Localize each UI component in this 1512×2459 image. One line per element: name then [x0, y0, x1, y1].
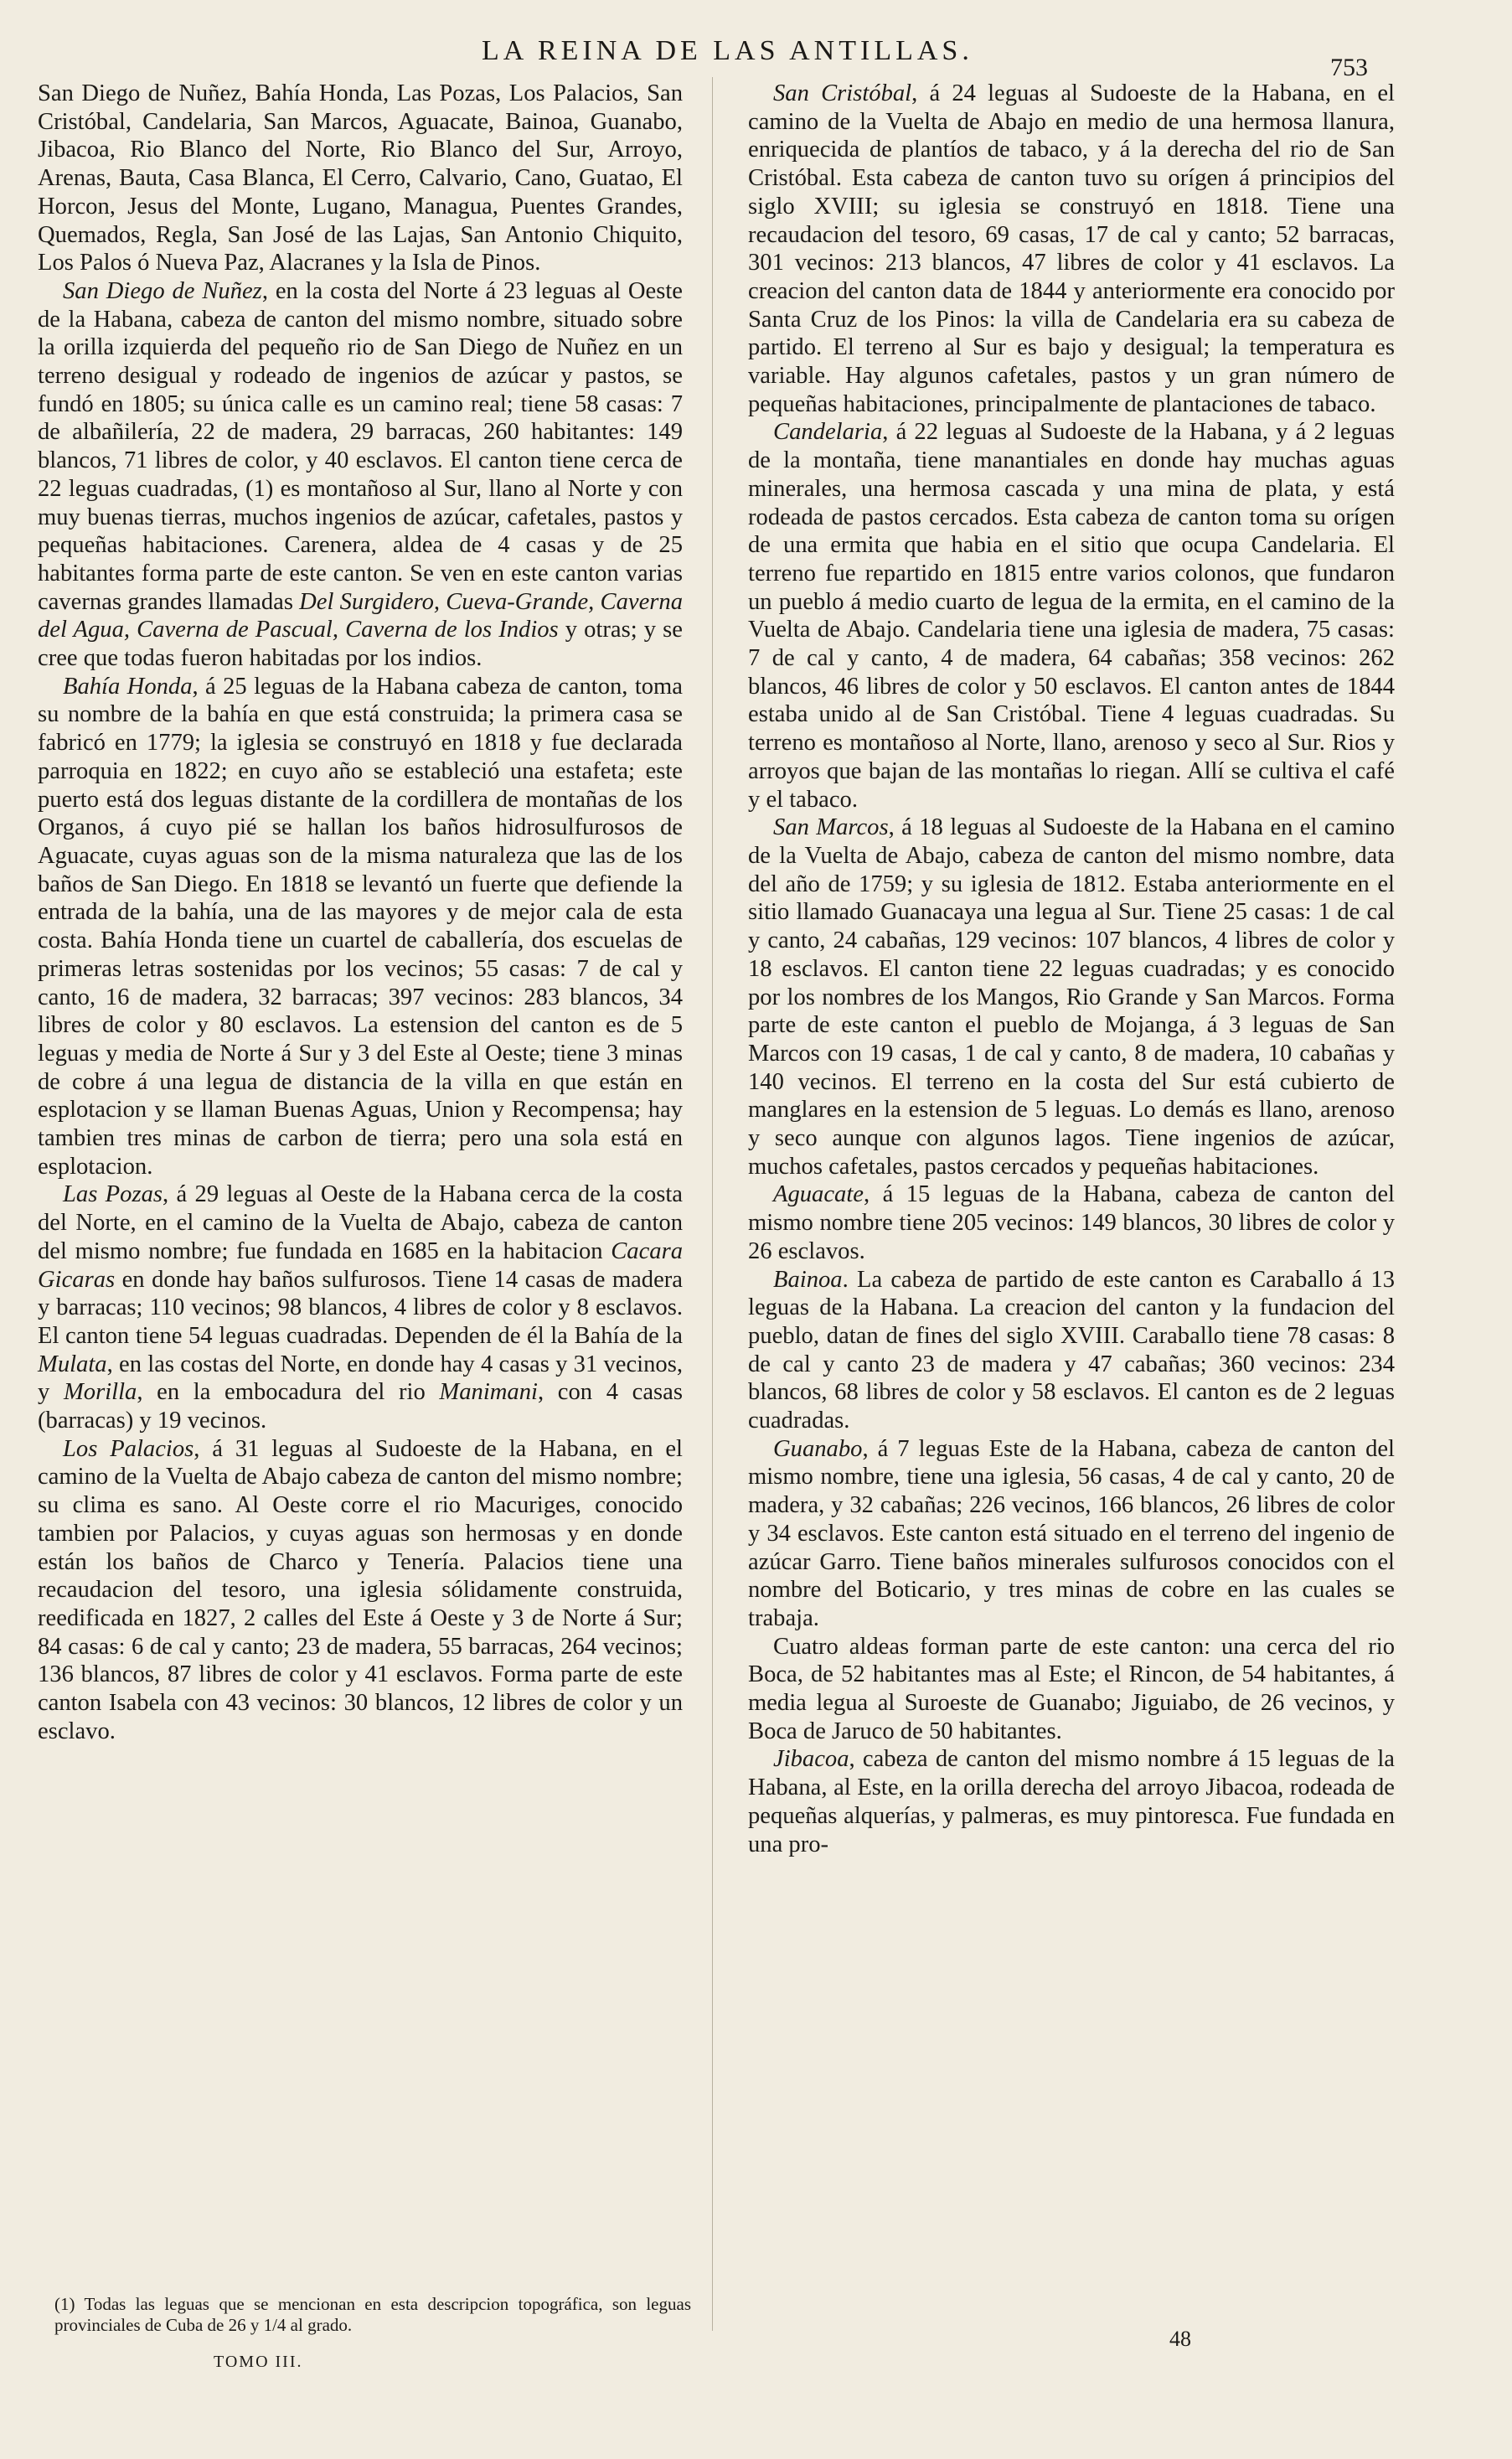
text-run: , en la embocadura del rio	[137, 1379, 440, 1406]
text-run: , en la costa del Norte á 23 leguas al Oeste de la Habana, cabeza de canton del mismo nombre, situado sobre la orilla izquierda del pequeño rio de San Diego de Nuñez en un terreno desigual y rodeado de ingenios de azúcar y pastos, se fundó en 1805; su única calle es un camino real; tiene 58 casas: 7 de albañilería, 22 de madera, 29 barracas, 260 habitantes: 149 blancos, 71 libres de color, y 40 esclavos. El canton tiene cerca de 22 leguas cuadradas, (1) es montañoso al Sur, llano al Norte y con muy buenas tierras, muchos ingenios de azúcar, cafetales, pastos y pequeñas habitaciones. Carenera, aldea de 4 casas y de 25 habitantes forma parte de este canton. Se ven en este canton varias cavernas grandes llamadas	[38, 277, 683, 615]
paragraph	[38, 1180, 683, 1434]
page-header	[0, 35, 1512, 81]
text-run: , con 4 casas (barracas) y 19 vecinos.	[38, 1379, 683, 1434]
text-run: Cuatro aldeas forman parte de este canton: una cerca del rio Boca, de 52 habitantes mas al Este; el Rincon, de 54 habitantes, á media legua al Suroeste de Guanabo; Jiguiabo, de 26 vecinos, y Boca de Jaruco de 50 habitantes.	[748, 1633, 1395, 1744]
running-title: LA REINA DE LAS ANTILLAS.	[482, 35, 973, 66]
italic-term: Bainoa	[773, 1266, 843, 1293]
paragraph	[38, 673, 683, 1181]
italic-term: Candelaria	[773, 419, 883, 446]
text-run: , á 7 leguas Este de la Habana, cabeza de canton del mismo nombre, tiene una iglesia, 56 casas, 4 de cal y canto, 20 de madera, y 32 cabañas; 226 vecinos, 166 blancos, 26 libres de color y 34 esclavos. Este canton está situado en el terreno del ingenio de azúcar Garro. Tiene baños minerales sulfurosos conocidos con el nombre del Boticario, y tres minas de cobre en las cuales se trabaja.	[748, 1435, 1395, 1631]
italic-term: Manimani	[439, 1379, 538, 1406]
paragraph	[748, 80, 1395, 418]
text-run: . La cabeza de partido de este canton es Caraballo á 13 leguas de la Habana. La creacion del canton y la fundacion del pueblo, datan de fines del siglo XVIII. Caraballo tiene 78 casas: 8 de cal y canto 23 de madera y 47 cabañas; 360 vecinos: 234 blancos, 68 libres de color y 58 esclavos. El canton es de 2 leguas cuadradas.	[748, 1266, 1395, 1434]
italic-term: San Cristóbal	[773, 80, 912, 106]
italic-term: Las Pozas	[63, 1181, 163, 1208]
text-run: , en las costas del Norte, en donde hay 4 casas y 31 vecinos, y	[38, 1351, 683, 1406]
sheet-signature: 48	[1169, 2327, 1191, 2351]
text-run: , á 31 leguas al Sudoeste de la Habana, en el camino de la Vuelta de Abajo cabeza de canton del mismo nombre; su clima es sano. Al Oeste corre el rio Macuriges, conocido tambien por Palacios, y cuyas aguas son hermosas y en donde están los baños de Charco y Tenería. Palacios tiene una recaudacion del tesoro, una iglesia sólidamente construida, reedificada en 1827, 2 calles del Este á Oeste y 3 de Norte á Sur; 84 casas: 6 de cal y canto; 23 de madera, 55 barracas, 264 vecinos; 136 blancos, 87 libres de color y 41 esclavos. Forma parte de este canton Isabela con 43 vecinos: 30 blancos, 12 libres de color y un esclavo.	[38, 1435, 684, 1744]
italic-term: Cacara Gicaras	[38, 1237, 683, 1293]
italic-term: Los Palacios	[63, 1435, 194, 1462]
italic-term: San Marcos	[773, 814, 889, 841]
paragraph	[748, 814, 1395, 1180]
italic-term: Del Surgidero, Cueva-Grande, Caverna del Agua, Caverna de Pascual, Caverna de los Indios	[38, 588, 683, 643]
text-run: y otras; y se cree que todas fueron habitadas por los indios.	[38, 617, 683, 672]
paragraph	[38, 277, 683, 673]
volume-signature: TOMO III.	[214, 2353, 303, 2371]
text-run: , á 25 leguas de la Habana cabeza de canton, toma su nombre de la bahía en que está construida; la primera casa se fabricó en 1779; la iglesia se construyó en 1818 y fue declarada parroquia en 1822; en cuyo año se estableció una estafeta; este puerto está dos leguas distante de la cordillera de montañas de los Organos, á cuyo pié se hallan los baños hidrosulfurosos de Aguacate, cuyas aguas son de la misma naturaleza que las de los baños de San Diego. En 1818 se levantó un fuerte que defiende la entrada de la bahía, una de las mayores y de mejor cala de esta costa. Bahía Honda tiene un cuartel de caballería, dos escuelas de primeras letras sostenidas por los vecinos; 55 casas: 7 de cal y canto, 16 de madera, 32 barracas; 397 vecinos: 283 blancos, 34 libres de color y 80 esclavos. La estension del canton es de 5 leguas y media de Norte á Sur y 3 del Este al Oeste; tiene 3 minas de cobre á una legua de distancia de la villa en que están en esplotacion y se llaman Buenas Aguas, Union y Recompensa; hay tambien tres minas de carbon de tierra; pero una sola está en esplotacion.	[38, 673, 683, 1180]
paragraph	[748, 1745, 1395, 1858]
right-column	[748, 80, 1395, 1858]
footnote: (1) Todas las leguas que se mencionan en esta descripcion topográfica, son leguas provinciales de Cuba de 26 y 1/4 al grado.	[54, 2294, 691, 2335]
text-run: , á 18 leguas al Sudoeste de la Habana en el camino de la Vuelta de Abajo, cabeza de canton del mismo nombre, data del año de 1759; y su iglesia de 1812. Estaba anteriormente en el sitio llamado Guanacaya una legua al Sur. Tiene 25 casas: 1 de cal y canto, 24 cabañas, 129 vecinos: 107 blancos, 4 libres de color y 18 esclavos. El canton tiene 22 leguas cuadradas; y es conocido por los nombres de los Mangos, Rio Grande y San Marcos. Forma parte de este canton el pueblo de Mojanga, á 3 leguas de San Marcos con 19 casas, 1 de cal y canto, 8 de madera, 10 cabañas y 140 vecinos. El terreno en la costa del Sur está cubierto de manglares en la estension de 5 leguas. Lo demás es llano, arenoso y seco aunque con algunos lagos. Tiene ingenios de azúcar, muchos cafetales, pastos cercados y pequeñas habitaciones.	[748, 814, 1395, 1180]
paragraph	[748, 1435, 1395, 1633]
italic-term: Bahía Honda	[63, 673, 193, 700]
text-run: San Diego de Nuñez, Bahía Honda, Las Pozas, Los Palacios, San Cristóbal, Candelaria, San Marcos, Aguacate, Bainoa, Guanabo, Jibacoa, Rio Blanco del Norte, Rio Blanco del Sur, Arroyo, Arenas, Bauta, Casa Blanca, El Cerro, Calvario, Cano, Guatao, El Horcon, Jesus del Monte, Lugano, Managua, Puentes Grandes, Quemados, Regla, San José de las Lajas, San Antonio Chiquito, Los Palos ó Nueva Paz, Alacranes y la Isla de Pinos.	[38, 80, 683, 276]
text-run: , á 15 leguas de la Habana, cabeza de canton del mismo nombre tiene 205 vecinos: 149 blancos, 30 libres de color y 26 esclavos.	[748, 1181, 1395, 1264]
text-run: , á 24 leguas al Sudoeste de la Habana, en el camino de la Vuelta de Abajo en medio de una hermosa llanura, enriquecida de plantíos de tabaco, y á la derecha del rio de San Cristóbal. Esta cabeza de canton tuvo su orígen á principios del siglo XVIII; su iglesia se construyó en 1818. Tiene una recaudacion del tesoro, 69 casas, 17 de cal y canto; 52 barracas, 301 vecinos: 213 blancos, 47 libres de color y 41 esclavos. La creacion del canton data de 1844 y anteriormente era conocido por Santa Cruz de los Pinos: la villa de Candelaria era su cabeza de partido. El terreno al Sur es bajo y desigual; la temperatura es variable. Hay algunos cafetales, pastos y un gran número de pequeñas habitaciones, principalmente de plantaciones de tabaco.	[748, 80, 1395, 417]
italic-term: Morilla	[63, 1379, 137, 1406]
paragraph	[748, 1633, 1395, 1746]
italic-term: San Diego de Nuñez	[63, 277, 262, 304]
paragraph	[38, 1435, 683, 1746]
paragraph	[748, 1266, 1395, 1435]
paragraph	[748, 1180, 1395, 1265]
italic-term: Guanabo	[773, 1435, 863, 1462]
italic-term: Mulata	[38, 1351, 107, 1377]
text-run: en donde hay baños sulfurosos. Tiene 14 casas de madera y barracas; 110 vecinos; 98 blancos, 4 libres de color y 8 esclavos. El canton tiene 54 leguas cuadradas. Dependen de él la Bahía de la	[38, 1266, 683, 1349]
left-column	[38, 80, 683, 1745]
text-run: , á 22 leguas al Sudoeste de la Habana, y á 2 leguas de la montaña, tiene manantiales en donde hay muchas aguas minerales, una hermosa cascada y una mina de plata, y está rodeada de pastos cercados. Esta cabeza de canton toma su orígen de una ermita que habia en el sitio que ocupa Candelaria. El terreno fue repartido en 1815 entre varios colonos, que fundaron un pueblo á medio cuarto de legua de la ermita, en el camino de la Vuelta de Abajo. Candelaria tiene una iglesia de madera, 75 casas: 7 de cal y canto, 4 de madera, 64 cabañas; 358 vecinos: 262 blancos, 46 libres de color y 50 esclavos. El canton antes de 1844 estaba unido al de San Cristóbal. Tiene 4 leguas cuadradas. Su terreno es montañoso al Norte, llano, arenoso y seco al Sur. Rios y arroyos que bajan de las montañas lo riegan. Allí se cultiva el café y el tabaco.	[748, 419, 1395, 813]
column-divider	[712, 77, 713, 2331]
italic-term: Jibacoa	[773, 1746, 849, 1773]
italic-term: Aguacate	[773, 1181, 864, 1208]
text-run: , cabeza de canton del mismo nombre á 15 leguas de la Habana, al Este, en la orilla derecha del arroyo Jibacoa, rodeada de pequeñas alquerías, y palmeras, es muy pintoresca. Fue fundada en una pro-	[748, 1746, 1395, 1857]
paragraph	[38, 80, 683, 277]
paragraph	[748, 418, 1395, 814]
page-number: 753	[1330, 54, 1368, 81]
text-run: , á 29 leguas al Oeste de la Habana cerca de la costa del Norte, en el camino de la Vuelta de Abajo, cabeza de canton del mismo nombre; fue fundada en 1685 en la habitacion	[38, 1181, 683, 1264]
